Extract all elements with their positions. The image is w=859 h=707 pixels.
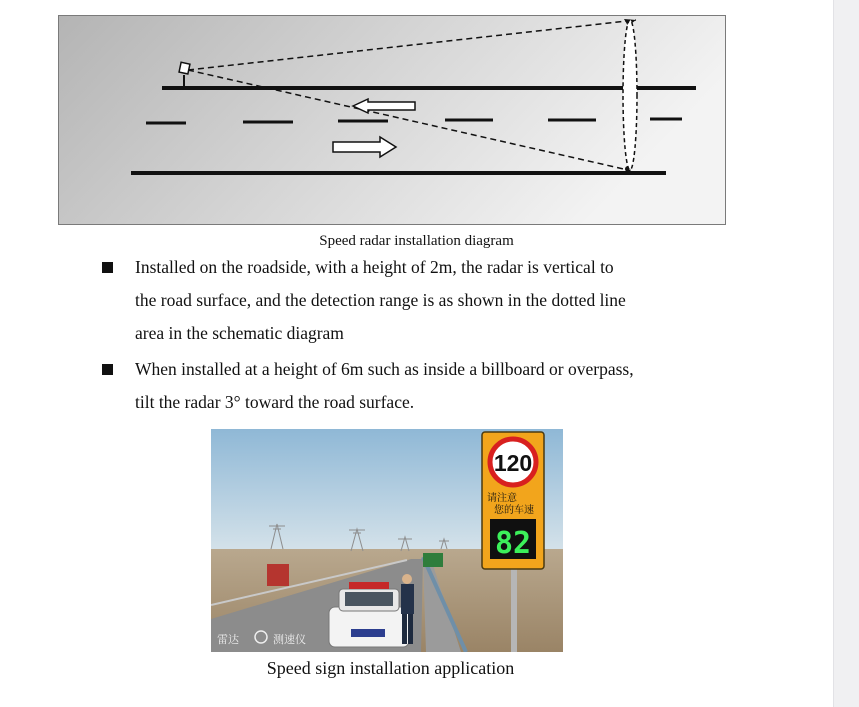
scrollbar-track[interactable] bbox=[833, 0, 859, 707]
bullet-paragraph-2 bbox=[135, 353, 735, 419]
paragraph-line: Installed on the roadside, with a height of 2m, the radar is vertical to bbox=[135, 257, 614, 277]
photo-caption: Speed sign installation application bbox=[266, 658, 515, 678]
sign-pole bbox=[511, 569, 517, 652]
police-car bbox=[329, 582, 409, 647]
paragraph-line: tilt the radar 3° toward the road surface. bbox=[135, 392, 415, 412]
bullet-square-icon bbox=[102, 364, 113, 375]
road-direction-sign bbox=[423, 553, 443, 567]
sign-text-line1: 请注意 bbox=[487, 493, 517, 504]
paragraph-line: When installed at a height of 6m such as inside a billboard or overpass, bbox=[135, 359, 634, 379]
diagram-caption: Speed radar installation diagram bbox=[319, 233, 514, 249]
speed-sign-photo bbox=[211, 429, 563, 652]
bullet-paragraph-1 bbox=[135, 251, 735, 350]
watermark-right-text: 测速仪 bbox=[273, 633, 306, 646]
paragraph-line: the road surface, and the detection range is as shown in the dotted line bbox=[135, 290, 626, 310]
radar-installation-diagram bbox=[58, 15, 726, 225]
watermark-left-text: 雷达 bbox=[217, 633, 239, 646]
paragraph-line: area in the schematic diagram bbox=[135, 323, 344, 343]
current-speed-value: 82 bbox=[494, 526, 532, 561]
red-truck bbox=[267, 564, 289, 586]
speed-limit-value: 120 bbox=[493, 450, 533, 476]
bullet-square-icon bbox=[102, 262, 113, 273]
detection-area-ellipse bbox=[623, 20, 637, 170]
sign-text-line2: 您的车速 bbox=[494, 505, 534, 516]
